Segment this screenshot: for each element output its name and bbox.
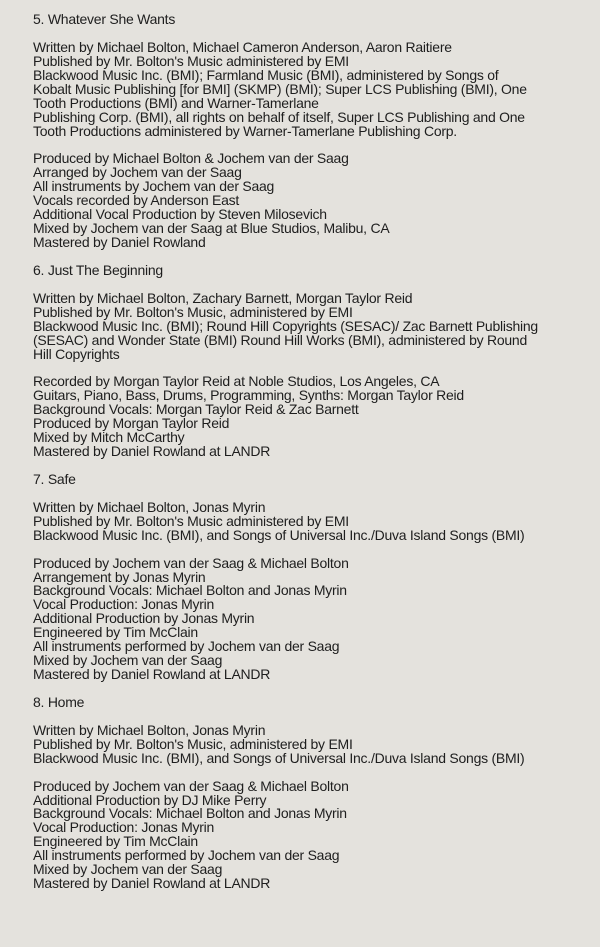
credit-line: Tooth Productions administered by Warner-Tamerlane Publishing Corp. — [33, 122, 457, 139]
credit-line: Mastered by Daniel Rowland at LANDR — [33, 443, 271, 460]
credit-line: Recorded by Morgan Taylor Reid at Noble Studios, Los Angeles, CA — [33, 373, 440, 390]
track-credits-section — [33, 261, 593, 473]
credit-line: Engineered by Tim McClain — [33, 833, 198, 850]
credit-line: Additional Production by DJ Mike Perry — [33, 791, 267, 808]
credit-line: Background Vocals: Michael Bolton and Jonas Myrin — [33, 582, 347, 599]
credit-line: Published by Mr. Bolton's Music administered by EMI — [33, 512, 349, 529]
credit-line: Published by Mr. Bolton's Music, administered by EMI — [33, 735, 353, 752]
credit-line: Additional Vocal Production by Steven Milosevich — [33, 206, 327, 223]
credit-line: Mixed by Mitch McCarthy — [33, 429, 185, 446]
track-title: 5. Whatever She Wants — [33, 11, 176, 27]
credit-line: Blackwood Music Inc. (BMI); Farmland Music (BMI), administered by Songs of — [33, 66, 499, 83]
credit-line: Kobalt Music Publishing [for BMI] (SKMP) (BMI); Super LCS Publishing (BMI), One — [33, 80, 527, 97]
credit-line: Arrangement by Jonas Myrin — [33, 568, 206, 585]
credit-line: Written by Michael Bolton, Zachary Barnett, Morgan Taylor Reid — [33, 289, 413, 306]
credit-line: Mastered by Daniel Rowland at LANDR — [33, 875, 271, 892]
production-credits — [33, 152, 593, 250]
production-credits — [33, 554, 593, 683]
production-credits — [33, 777, 593, 892]
credit-line: Tooth Productions (BMI) and Warner-Tamerlane — [33, 94, 319, 111]
credit-line: Produced by Michael Bolton & Jochem van der Saag — [33, 150, 349, 167]
credit-line: Vocal Production: Jonas Myrin — [33, 819, 215, 836]
credit-line: Arranged by Jochem van der Saag — [33, 164, 242, 181]
spacer — [33, 682, 593, 696]
credit-line: Written by Michael Bolton, Michael Cameron Anderson, Aaron Raitiere — [33, 38, 452, 55]
spacer — [33, 459, 593, 473]
credit-line: All instruments performed by Jochem van der Saag — [33, 847, 340, 864]
publishing-credits — [33, 721, 593, 766]
credit-line: Mixed by Jochem van der Saag — [33, 652, 223, 669]
track-title: 8. Home — [33, 693, 85, 710]
credit-line: Guitars, Piano, Bass, Drums, Programming, Synths: Morgan Taylor Reid — [33, 387, 464, 404]
credit-line: Written by Michael Bolton, Jonas Myrin — [33, 498, 266, 515]
credit-line: Produced by Jochem van der Saag & Michael Bolton — [33, 777, 349, 794]
credit-line: Publishing Corp. (BMI), all rights on behalf of itself, Super LCS Publishing and One — [33, 108, 525, 125]
credit-line: Engineered by Tim McClain — [33, 624, 198, 641]
credit-line: Vocals recorded by Anderson East — [33, 192, 240, 209]
credit-line: Published by Mr. Bolton's Music administered by EMI — [33, 52, 349, 69]
track-title: 6. Just The Beginning — [33, 261, 163, 278]
liner-notes-page — [33, 13, 593, 891]
credit-line: Background Vocals: Morgan Taylor Reid & Zac Barnett — [33, 401, 359, 418]
track-title: 7. Safe — [33, 470, 76, 487]
credit-line: Produced by Morgan Taylor Reid — [33, 415, 230, 432]
credit-line: (SESAC) and Wonder State (BMI) Round Hill Works (BMI), administered by Round — [33, 331, 528, 348]
publishing-credits — [33, 498, 593, 543]
credit-line: All instruments performed by Jochem van der Saag — [33, 638, 340, 655]
credit-line: Blackwood Music Inc. (BMI); Round Hill Copyrights (SESAC)/ Zac Barnett Publishing — [33, 317, 538, 334]
credit-line: All instruments by Jochem van der Saag — [33, 178, 275, 195]
publishing-credits — [33, 289, 593, 362]
credit-line: Mastered by Daniel Rowland — [33, 234, 206, 250]
credit-line: Background Vocals: Michael Bolton and Jonas Myrin — [33, 805, 347, 822]
credit-line: Mixed by Jochem van der Saag — [33, 861, 223, 878]
credit-line: Mastered by Daniel Rowland at LANDR — [33, 666, 271, 683]
track-credits-section — [33, 13, 593, 264]
track-credits-section — [33, 693, 593, 892]
credit-line: Blackwood Music Inc. (BMI), and Songs of Universal Inc./Duva Island Songs (BMI) — [33, 749, 525, 766]
credit-line: Hill Copyrights — [33, 345, 120, 362]
credit-line: Blackwood Music Inc. (BMI), and Songs of Universal Inc./Duva Island Songs (BMI) — [33, 526, 525, 543]
publishing-credits — [33, 38, 593, 139]
track-credits-section — [33, 470, 593, 696]
credit-line: Mixed by Jochem van der Saag at Blue Studios, Malibu, CA — [33, 220, 390, 237]
credit-line: Vocal Production: Jonas Myrin — [33, 596, 215, 613]
credit-line: Additional Production by Jonas Myrin — [33, 610, 255, 627]
production-credits — [33, 375, 593, 459]
credit-line: Produced by Jochem van der Saag & Michael Bolton — [33, 554, 349, 571]
credit-line: Written by Michael Bolton, Jonas Myrin — [33, 721, 266, 738]
credit-line: Published by Mr. Bolton's Music, administered by EMI — [33, 303, 353, 320]
